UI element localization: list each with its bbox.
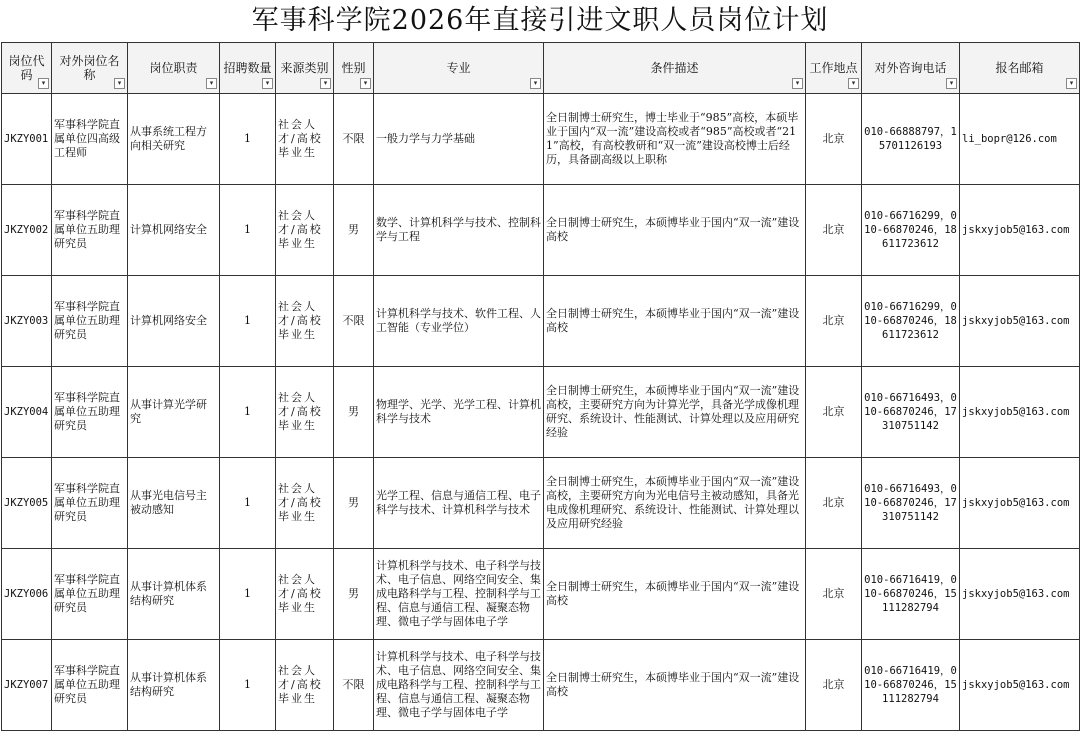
filter-dropdown-icon[interactable]: ▾ <box>320 78 331 89</box>
cell-major: 计算机科学与技术、软件工程、人工智能（专业学位） <box>374 276 544 367</box>
cell-phone: 010-66716299，010-66870246，18611723612 <box>862 276 960 367</box>
cell-email: li_bopr@126.com <box>960 94 1080 185</box>
cell-condition: 全日制博士研究生，博士毕业于“985”高校，本硕毕业于国内“双一流”建设高校或者“985”高校或者“211”高校，有高校教研和“双一流”建设高校博士后经历，具备副高级以上职称 <box>544 94 806 185</box>
cell-condition: 全日制博士研究生，本硕博毕业于国内“双一流”建设高校 <box>544 185 806 276</box>
table-body <box>2 94 1080 731</box>
cell-duty: 从事计算光学研究 <box>128 367 220 458</box>
cell-source: 社会人才/高校毕业生 <box>276 185 334 276</box>
column-header-condition <box>544 43 806 94</box>
table-row <box>2 185 1080 276</box>
column-header-label: 招聘数量 <box>223 61 272 75</box>
cell-code: JKZY004 <box>2 367 52 458</box>
cell-gender: 不限 <box>334 640 374 731</box>
cell-name: 军事科学院直属单位五助理研究员 <box>52 458 128 549</box>
cell-condition: 全日制博士研究生，本硕博毕业于国内“双一流”建设高校 <box>544 640 806 731</box>
cell-duty: 从事系统工程方向相关研究 <box>128 94 220 185</box>
cell-major: 光学工程、信息与通信工程、电子科学与技术、计算机科学与技术 <box>374 458 544 549</box>
filter-dropdown-icon[interactable]: ▾ <box>1066 78 1077 89</box>
cell-location: 北京 <box>806 185 862 276</box>
cell-count: 1 <box>220 367 276 458</box>
cell-code: JKZY005 <box>2 458 52 549</box>
column-header-label: 报名邮箱 <box>995 61 1044 75</box>
table-row <box>2 640 1080 731</box>
cell-duty: 从事计算机体系结构研究 <box>128 549 220 640</box>
column-header-label: 来源类别 <box>280 61 329 75</box>
cell-email: jskxyjob5@163.com <box>960 549 1080 640</box>
cell-duty: 计算机网络安全 <box>128 276 220 367</box>
cell-duty: 从事计算机体系结构研究 <box>128 640 220 731</box>
column-header-label: 条件描述 <box>650 61 699 75</box>
table-row <box>2 367 1080 458</box>
cell-major: 数学、计算机科学与技术、控制科学与工程 <box>374 185 544 276</box>
cell-location: 北京 <box>806 276 862 367</box>
cell-location: 北京 <box>806 458 862 549</box>
filter-dropdown-icon[interactable]: ▾ <box>792 78 803 89</box>
cell-gender: 男 <box>334 549 374 640</box>
cell-email: jskxyjob5@163.com <box>960 640 1080 731</box>
cell-condition: 全日制博士研究生，本硕博毕业于国内“双一流”建设高校 <box>544 276 806 367</box>
cell-phone: 010-66716419，010-66870246，15111282794 <box>862 640 960 731</box>
cell-code: JKZY006 <box>2 549 52 640</box>
column-header-label: 对外咨询电话 <box>874 61 947 75</box>
cell-major: 计算机科学与技术、电子科学与技术、电子信息、网络空间安全、集成电路科学与工程、控制科学与工程、信息与通信工程、凝聚态物理、微电子学与固体电子学 <box>374 640 544 731</box>
column-header-email <box>960 43 1080 94</box>
cell-phone: 010-66716299，010-66870246，18611723612 <box>862 185 960 276</box>
filter-dropdown-icon[interactable]: ▾ <box>848 78 859 89</box>
column-header-label: 对外岗位名称 <box>59 54 120 82</box>
cell-phone: 010-66888797，15701126193 <box>862 94 960 185</box>
cell-gender: 男 <box>334 458 374 549</box>
filter-dropdown-icon[interactable]: ▾ <box>114 78 125 89</box>
cell-email: jskxyjob5@163.com <box>960 458 1080 549</box>
cell-source: 社会人才/高校毕业生 <box>276 549 334 640</box>
cell-name: 军事科学院直属单位五助理研究员 <box>52 549 128 640</box>
cell-name: 军事科学院直属单位五助理研究员 <box>52 185 128 276</box>
column-header-phone <box>862 43 960 94</box>
cell-source: 社会人才/高校毕业生 <box>276 458 334 549</box>
cell-code: JKZY003 <box>2 276 52 367</box>
cell-count: 1 <box>220 458 276 549</box>
cell-email: jskxyjob5@163.com <box>960 367 1080 458</box>
table-row <box>2 276 1080 367</box>
cell-duty: 计算机网络安全 <box>128 185 220 276</box>
cell-count: 1 <box>220 185 276 276</box>
column-header-label: 性别 <box>341 61 366 75</box>
cell-phone: 010-66716419，010-66870246，15111282794 <box>862 549 960 640</box>
cell-gender: 男 <box>334 367 374 458</box>
cell-name: 军事科学院直属单位四高级工程师 <box>52 94 128 185</box>
cell-count: 1 <box>220 94 276 185</box>
cell-name: 军事科学院直属单位五助理研究员 <box>52 367 128 458</box>
cell-major: 物理学、光学、光学工程、计算机科学与技术 <box>374 367 544 458</box>
cell-email: jskxyjob5@163.com <box>960 185 1080 276</box>
cell-duty: 从事光电信号主被动感知 <box>128 458 220 549</box>
column-header-location <box>806 43 862 94</box>
cell-gender: 男 <box>334 185 374 276</box>
cell-source: 社会人才/高校毕业生 <box>276 640 334 731</box>
filter-dropdown-icon[interactable]: ▾ <box>262 78 273 89</box>
cell-location: 北京 <box>806 367 862 458</box>
filter-dropdown-icon[interactable]: ▾ <box>206 78 217 89</box>
column-header-gender <box>334 43 374 94</box>
filter-dropdown-icon[interactable]: ▾ <box>360 78 371 89</box>
job-plan-table <box>1 42 1080 731</box>
table-row <box>2 549 1080 640</box>
cell-count: 1 <box>220 276 276 367</box>
cell-major: 一般力学与力学基础 <box>374 94 544 185</box>
cell-name: 军事科学院直属单位五助理研究员 <box>52 276 128 367</box>
header-row <box>2 43 1080 94</box>
column-header-label: 工作地点 <box>809 61 858 75</box>
cell-source: 社会人才/高校毕业生 <box>276 367 334 458</box>
table-row <box>2 458 1080 549</box>
cell-code: JKZY007 <box>2 640 52 731</box>
cell-code: JKZY001 <box>2 94 52 185</box>
cell-condition: 全日制博士研究生，本硕博毕业于国内“双一流”建设高校，主要研究方向为光电信号主被动感知，具备光电成像机理研究、系统设计、性能测试、计算处理以及应用研究经验 <box>544 458 806 549</box>
cell-gender: 不限 <box>334 276 374 367</box>
cell-code: JKZY002 <box>2 185 52 276</box>
column-header-label: 岗位职责 <box>149 61 198 75</box>
cell-count: 1 <box>220 549 276 640</box>
cell-phone: 010-66716493，010-66870246，17310751142 <box>862 367 960 458</box>
cell-location: 北京 <box>806 549 862 640</box>
filter-dropdown-icon[interactable]: ▾ <box>530 78 541 89</box>
cell-location: 北京 <box>806 640 862 731</box>
table-row <box>2 94 1080 185</box>
cell-condition: 全日制博士研究生，本硕博毕业于国内“双一流”建设高校 <box>544 549 806 640</box>
cell-source: 社会人才/高校毕业生 <box>276 94 334 185</box>
column-header-code <box>2 43 52 94</box>
cell-email: jskxyjob5@163.com <box>960 276 1080 367</box>
column-header-count <box>220 43 276 94</box>
column-header-major <box>374 43 544 94</box>
filter-dropdown-icon[interactable]: ▾ <box>38 78 49 89</box>
column-header-name <box>52 43 128 94</box>
page-title: 军事科学院2026年直接引进文职人员岗位计划 <box>251 5 829 36</box>
column-header-source <box>276 43 334 94</box>
cell-name: 军事科学院直属单位五助理研究员 <box>52 640 128 731</box>
cell-source: 社会人才/高校毕业生 <box>276 276 334 367</box>
column-header-label: 岗位代码 <box>8 54 45 82</box>
cell-gender: 不限 <box>334 94 374 185</box>
filter-dropdown-icon[interactable]: ▾ <box>946 78 957 89</box>
cell-condition: 全日制博士研究生，本硕博毕业于国内“双一流”建设高校，主要研究方向为计算光学，具备光学成像机理研究、系统设计、性能测试、计算处理以及应用研究经验 <box>544 367 806 458</box>
cell-location: 北京 <box>806 94 862 185</box>
cell-phone: 010-66716493，010-66870246，17310751142 <box>862 458 960 549</box>
column-header-duty <box>128 43 220 94</box>
cell-count: 1 <box>220 640 276 731</box>
column-header-label: 专业 <box>446 61 471 75</box>
cell-major: 计算机科学与技术、电子科学与技术、电子信息、网络空间安全、集成电路科学与工程、控制科学与工程、信息与通信工程、凝聚态物理、微电子学与固体电子学 <box>374 549 544 640</box>
